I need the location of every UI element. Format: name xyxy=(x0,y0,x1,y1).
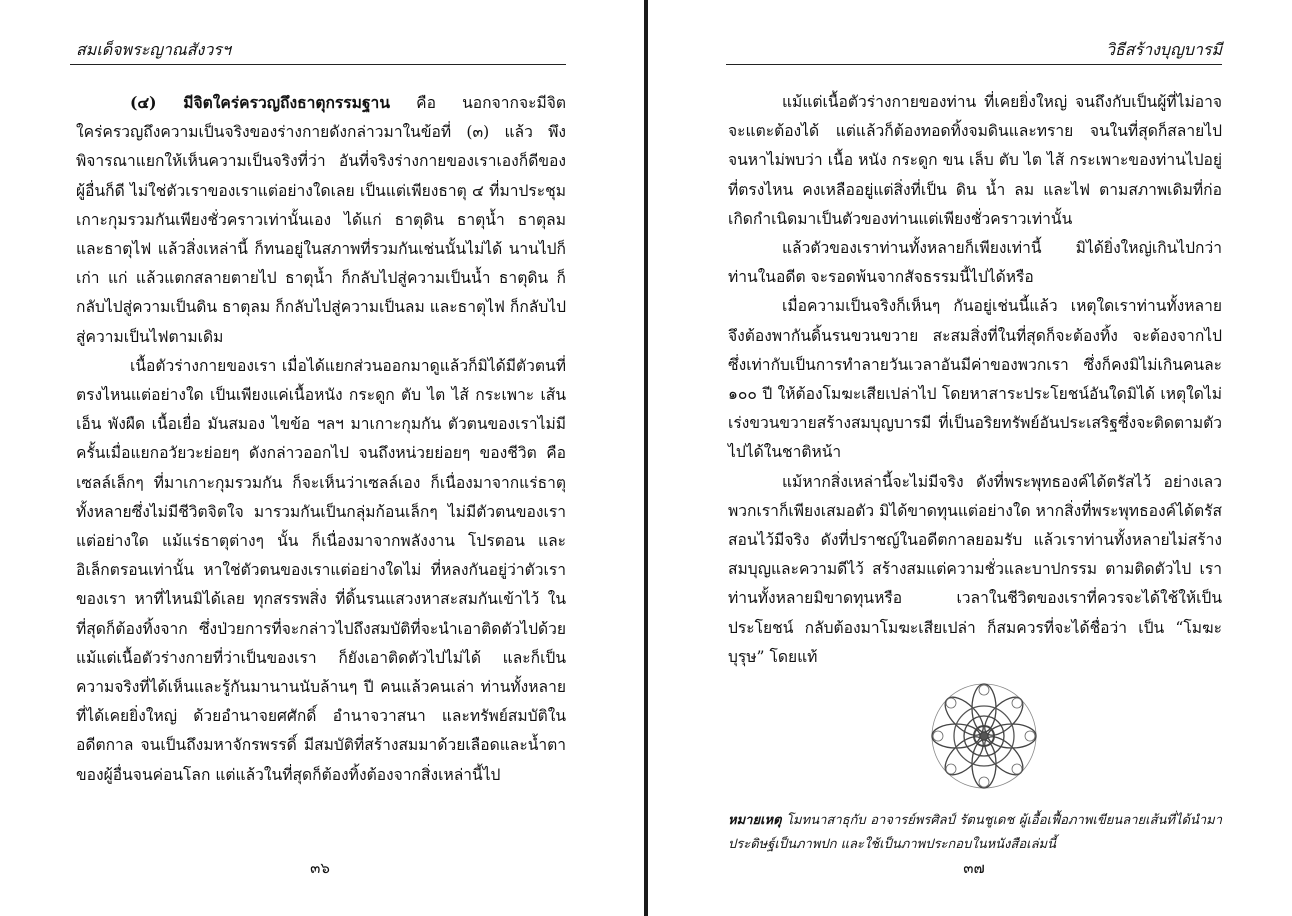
right-header-rule xyxy=(726,64,1222,65)
footnote-label: หมายเหตุ xyxy=(728,813,782,828)
left-page xyxy=(0,0,644,916)
left-running-header: สมเด็จพระญาณสังวรฯ xyxy=(76,40,231,59)
right-paragraph-4: แม้หากสิ่งเหล่านี้จะไม่มีจริง ดังที่พระพุทธองค์ได้ตรัสไว้ อย่างเลวพวกเราก็เพียงเสมอตัว มิได้ขาดทุนแต่อย่างใด หากสิ่งที่พระพุทธองค์ได้ตรัสสอนไว้มีจริง ดังที่ปราชญ์ในอดีตกาลยอมรับ แล้วเราท่านทั้งหลายไม่สร้างสมบุญและความดีไว้ สร้างสมแต่ความชั่วและบาปกรรม ตามติดตัวไป เราท่านทั้งหลายมิขาดทุนหรือ เวลาในชีวิตของเราที่ควรจะได้ใช้ให้เป็นประโยชน์ กลับต้องมาโมฆะเสียเปล่า ก็สมควรที่จะได้ชื่อว่า เป็น “โมฆะบุรุษ” โดยแท้ xyxy=(728,472,1222,666)
left-paragraph-1 xyxy=(76,88,566,352)
section-heading: (๔) มีจิตใคร่ครวญถึงธาตุกรรมฐาน xyxy=(130,93,390,112)
footnote xyxy=(728,809,1222,857)
right-paragraph-1: แม้แต่เนื้อตัวร่างกายของท่าน ที่เคยยิ่งใหญ่ จนถึงกับเป็นผู้ที่ไม่อาจจะแตะต้องได้ แต่แล้วก็ต้องทอดทิ้งจมดินและทราย จนในที่สุดก็สลายไป จนหาไม่พบว่า เนื้อ หนัง กระดูก ขน เล็บ ตับ ไต ไส้ กระเพาะของท่านไปอยู่ที่ตรงไหน คงเหลืออยู่แต่สิ่งที่เป็น ดิน น้ำ ลม และไฟ ตามสภาพเดิมที่ก่อเกิดกำเนิดมาเป็นตัวของท่านแต่เพียงชั่วคราวเท่านั้น xyxy=(728,93,1222,228)
right-page-number: ๓๗ xyxy=(963,859,985,877)
paragraph-text: เนื้อตัวร่างกายของเรา เมื่อได้แยกส่วนออกมาดูแล้วก็มิได้มีตัวตนที่ตรงไหนแต่อย่างใด เป็นเพียงแค่เนื้อหนัง กระดูก ตับ ไต ไส้ กระเพาะ เส้นเอ็น พังผืด เนื้อเยื่อ มันสมอง ไขข้อ ฯลฯ มาเกาะกุมกัน ตัวตนของเราไม่มี ครั้นเมื่อแยกอวัยวะย่อยๆ ดังกล่าวออกไป จนถึงหน่วยย่อยๆ ของชีวิต คือ เซลล์เล็กๆ ที่มาเกาะกุมรวมกัน ก็จะเห็นว่าเซลล์เอง ก็เนื่องมาจากแร่ธาตุทั้งหลายซึ่งไม่มีชีวิตจิตใจ มารวมกันเป็นกลุ่มก้อนเล็กๆ ไม่มีตัวตนของเราแต่อย่างใด แม้แร่ธาตุต่างๆ นั้น ก็เนื่องมาจากพลังงาน โปรตอน และอิเล็กตรอนเท่านั้น หาใช่ตัวตนของเราแต่อย่างใดไม่ ที่หลงกันอยู่ว่าตัวเราของเรา หาที่ไหนมิได้เลย ทุกสรรพสิ่ง ที่ดิ้นรนแสวงหาสะสมกันเข้าไว้ ในที่สุดก็ต้องทิ้งจาก ซึ่งป่วยการที่จะกล่าวไปถึงสมบัติที่จะนำเอาติดตัวไปด้วย แม้แต่เนื้อตัวร่างกายที่ว่าเป็นของเรา ก็ยังเอาติดตัวไปไม่ได้ และก็เป็นความจริงที่ได้เห็นและรู้กันมานานนับล้านๆ ปี คนแล้วคนเล่า ท่านทั้งหลายที่ได้เคยยิ่งใหญ่ ด้วยอำนาจยศศักดิ์ อำนาจวาสนา และทรัพย์สมบัติในอดีตกาล จนเป็นถึงมหาจักรพรรดิ์ มีสมบัติที่สร้างสมมาด้วยเลือดและน้ำตาของผู้อื่นจนค่อนโลก แต่แล้วในที่สุดก็ต้องทิ้งต้องจากสิ่งเหล่านี้ไป xyxy=(76,356,566,784)
left-header-rule xyxy=(70,64,566,65)
lotus-mandala-ornament-icon xyxy=(928,680,1040,792)
paragraph-text: คือ นอกจากจะมีจิตใคร่ครวญถึงความเป็นจริงของร่างกายดังกล่าวมาในข้อที่ (๓) แล้ว พึงพิจารณาแยกให้เห็นความเป็นจริงที่ว่า อันที่จริงร่างกายของเราเองก็ดีของผู้อื่นก็ดี ไม่ใช่ตัวเราของเราแต่อย่างใดเลย เป็นแต่เพียงธาตุ ๔ ที่มาประชุมเกาะกุมรวมกันเพียงชั่วคราวเท่านั้นเอง ได้แก่ ธาตุดิน ธาตุน้ำ ธาตุลม และธาตุไฟ แล้วสิ่งเหล่านี้ ก็ทนอยู่ในสภาพที่รวมกันเช่นนั้นไม่ได้ นานไปก็เก่า แก่ แล้วแตกสลายตายไป ธาตุน้ำ ก็กลับไปสู่ความเป็นน้ำ ธาตุดิน ก็กลับไปสู่ความเป็นดิน ธาตุลม ก็กลับไปสู่ความเป็นลม และธาตุไฟ ก็กลับไปสู่ความเป็นไฟตามเดิม xyxy=(76,94,567,346)
left-body-text xyxy=(76,88,566,790)
left-paragraph-2 xyxy=(76,352,566,790)
right-running-header: วิธีสร้างบุญบารมี xyxy=(1106,40,1222,59)
footnote-text: โมทนาสาธุกับ อาจารย์พรศิลป์ รัตนชูเดช ผู้เอื้อเฟื้อภาพเขียนลายเส้นที่ได้นำมาประดิษฐ์เป็นภาพปก และใช้เป็นภาพประกอบในหนังสือเล่มนี้ xyxy=(728,813,1222,852)
left-page-number: ๓๖ xyxy=(310,859,330,877)
right-paragraph-2: แล้วตัวของเราท่านทั้งหลายก็เพียงเท่านี้ มิได้ยิ่งใหญ่เกินไปกว่าท่านในอดีต จะรอดพ้นจากสัจธรรมนี้ไปได้หรือ xyxy=(728,239,1222,287)
right-body-text xyxy=(728,88,1222,672)
right-page xyxy=(648,0,1292,916)
right-paragraph-3: เมื่อความเป็นจริงก็เห็นๆ กันอยู่เช่นนี้แล้ว เหตุใดเราท่านทั้งหลายจึงต้องพากันดิ้นรนขวนขวาย สะสมสิ่งที่ในที่สุดก็จะต้องทิ้ง จะต้องจากไป ซึ่งเท่ากับเป็นการทำลายวันเวลาอันมีค่าของพวกเรา ซึ่งก็คงมิไม่เกินคนละ ๑๐๐ ปี ให้ต้องโมฆะเสียเปล่าไป โดยหาสาระประโยชน์อันใดมิได้ เหตุใดไม่เร่งขวนขวายสร้างสมบุญบารมี ที่เป็นอริยทรัพย์อันประเสริฐซึ่งจะติดตามตัวไปได้ในชาติหน้า xyxy=(728,297,1222,462)
